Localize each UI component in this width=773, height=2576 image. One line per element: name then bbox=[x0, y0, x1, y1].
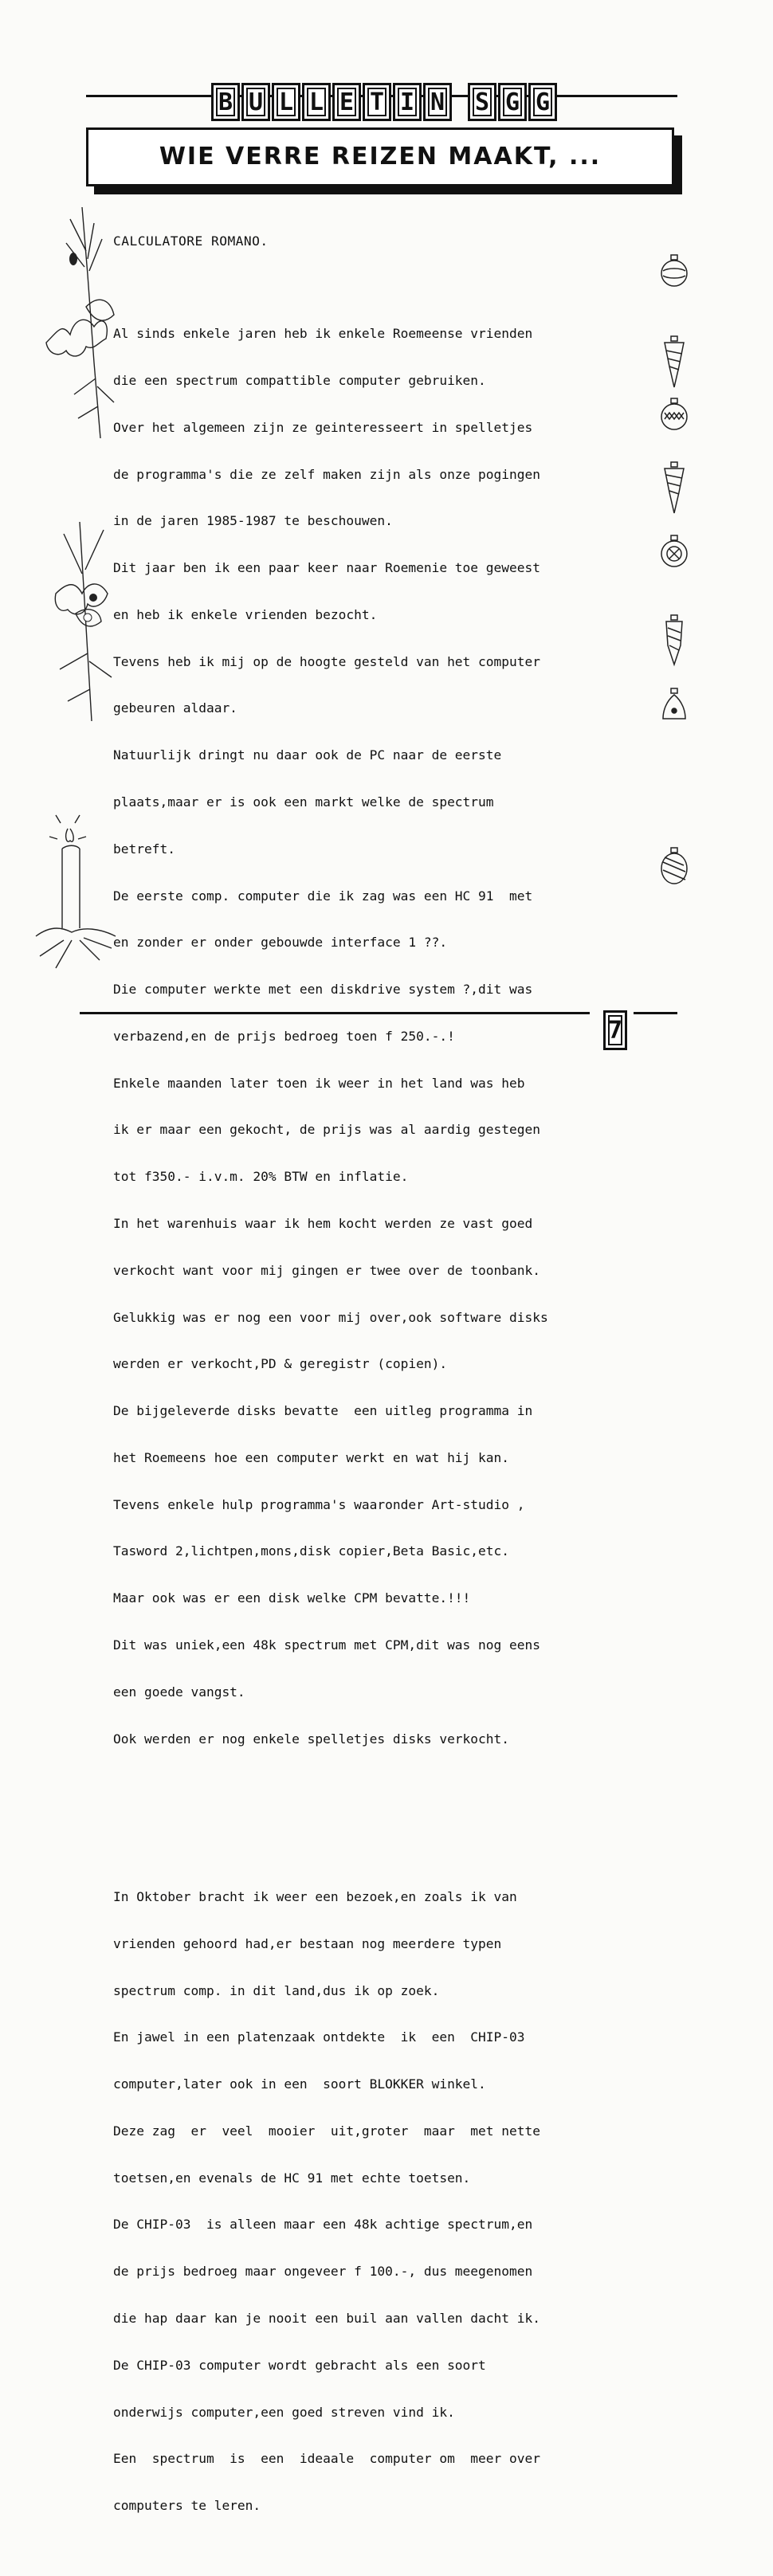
article-line: werden er verkocht,PD & geregistr (copien). bbox=[113, 1356, 448, 1372]
bauble-icon bbox=[660, 534, 689, 569]
holly-branch-icon bbox=[38, 203, 114, 442]
article-line: Deze zag er veel mooier uit,groter maar met nette bbox=[113, 2123, 541, 2139]
icicle-ornament-icon bbox=[660, 461, 689, 516]
article-line: Tevens enkele hulp programma's waaronder Art-studio , bbox=[113, 1496, 525, 1512]
article-line: En jawel in een platenzaak ontdekte ik een CHIP-03 bbox=[113, 2029, 525, 2045]
article-line: en heb ik enkele vrienden bezocht. bbox=[113, 606, 378, 622]
headline-box bbox=[86, 127, 674, 186]
page-number: 7 bbox=[603, 1010, 627, 1050]
article-line: betreft. bbox=[113, 841, 175, 857]
masthead-letter: G bbox=[498, 83, 527, 121]
article-line: De eerste comp. computer die ik zag was een HC 91 met bbox=[113, 888, 533, 904]
article-line: die een spectrum compattible computer gebruiken. bbox=[113, 372, 486, 388]
article-line: Dit was uniek,een 48k spectrum met CPM,dit was nog eens bbox=[113, 1637, 541, 1653]
masthead bbox=[211, 83, 557, 124]
masthead-letter: L bbox=[302, 83, 331, 121]
article-subtitle: CALCULATORE ROMANO. bbox=[113, 233, 269, 249]
masthead-letter: G bbox=[528, 83, 557, 121]
article-block-1 bbox=[113, 295, 655, 1778]
article-line: onderwijs computer,een goed streven vind ik. bbox=[113, 2404, 455, 2420]
article-line: Gelukkig was er nog een voor mij over,ook software disks bbox=[113, 1309, 548, 1325]
article-line: De bijgeleverde disks bevatte een uitleg programma in bbox=[113, 1403, 533, 1419]
article-line: Natuurlijk dringt nu daar ook de PC naar de eerste bbox=[113, 747, 502, 763]
masthead-letter: T bbox=[363, 83, 391, 121]
article-line: en zonder er onder gebouwde interface 1 ??. bbox=[113, 935, 448, 951]
bottom-rule bbox=[80, 1012, 590, 1014]
holly-branch-icon bbox=[44, 518, 116, 725]
article-line: spectrum comp. in dit land,dus ik op zoek. bbox=[113, 1982, 440, 1998]
article-line: Al sinds enkele jaren heb ik enkele Roemeense vrienden bbox=[113, 326, 533, 342]
article-line: Tevens heb ik mij op de hoogte gesteld van het computer bbox=[113, 653, 541, 669]
article-line: ik er maar een gekocht, de prijs was al aardig gestegen bbox=[113, 1122, 541, 1138]
masthead-letter: L bbox=[272, 83, 300, 121]
masthead-word-sgg bbox=[468, 83, 557, 124]
icicle-ornament-icon bbox=[660, 335, 689, 390]
article-line: Tasword 2,lichtpen,mons,disk copier,Beta Basic,etc. bbox=[113, 1543, 510, 1559]
article-line: plaats,maar er is ook een markt welke de spectrum bbox=[113, 794, 494, 810]
article-line: het Roemeens hoe een computer werkt en wat hij kan. bbox=[113, 1449, 510, 1465]
article-line: die hap daar kan je nooit een buil aan vallen dacht ik. bbox=[113, 2310, 541, 2326]
article-line: Dit jaar ben ik een paar keer naar Roemenie toe geweest bbox=[113, 560, 541, 576]
article-line: Een spectrum is een ideaale computer om meer over bbox=[113, 2451, 541, 2467]
article-line: De CHIP-03 is alleen maar een 48k achtige spectrum,en bbox=[113, 2217, 533, 2233]
candle-icon bbox=[32, 809, 120, 976]
masthead-letter: E bbox=[332, 83, 361, 121]
bauble-icon bbox=[660, 846, 689, 886]
article-line: verkocht want voor mij gingen er twee over de toonbank. bbox=[113, 1262, 541, 1278]
article-line: tot f350.- i.v.m. 20% BTW en inflatie. bbox=[113, 1169, 409, 1185]
article-line: een goede vangst. bbox=[113, 1684, 245, 1700]
article-line: in de jaren 1985-1987 te beschouwen. bbox=[113, 513, 393, 529]
article-line: Ook werden er nog enkele spelletjes disks verkocht. bbox=[113, 1731, 510, 1747]
article-line: De CHIP-03 computer wordt gebracht als een soort bbox=[113, 2357, 486, 2373]
icicle-ornament-icon bbox=[660, 614, 689, 669]
masthead-letter: U bbox=[241, 83, 270, 121]
masthead-letter: I bbox=[393, 83, 422, 121]
masthead-letter: S bbox=[468, 83, 496, 121]
article-block-2 bbox=[113, 1858, 655, 2545]
article-line: computer,later ook in een soort BLOKKER winkel. bbox=[113, 2076, 486, 2092]
article-line: verbazend,en de prijs bedroeg toen f 250.-.! bbox=[113, 1028, 455, 1044]
article-line: vrienden gehoord had,er bestaan nog meerdere typen bbox=[113, 1935, 502, 1951]
article bbox=[113, 202, 655, 2576]
bottom-rule-right bbox=[634, 1012, 677, 1014]
masthead-letter: N bbox=[423, 83, 452, 121]
bell-ornament-icon bbox=[660, 687, 689, 727]
article-line: In Oktober bracht ik weer een bezoek,en zoals ik van bbox=[113, 1888, 517, 1904]
article-line: computers te leren. bbox=[113, 2498, 261, 2514]
bauble-icon bbox=[660, 397, 689, 432]
article-line: In het warenhuis waar ik hem kocht werden ze vast goed bbox=[113, 1216, 533, 1231]
article-line: de programma's die ze zelf maken zijn als onze pogingen bbox=[113, 466, 541, 482]
article-line: de prijs bedroeg maar ongeveer f 100.-, dus meegenomen bbox=[113, 2264, 533, 2280]
headline: WIE VERRE REIZEN MAAKT, ... bbox=[159, 143, 602, 171]
masthead-word-bulletin bbox=[211, 83, 452, 124]
bauble-icon bbox=[660, 253, 689, 288]
article-line: Die computer werkte met een diskdrive system ?,dit was bbox=[113, 982, 533, 998]
article-line: Enkele maanden later toen ik weer in het land was heb bbox=[113, 1075, 525, 1091]
article-line: Maar ook was er een disk welke CPM bevatte.!!! bbox=[113, 1590, 471, 1606]
masthead-letter: B bbox=[211, 83, 240, 121]
article-line: gebeuren aldaar. bbox=[113, 700, 237, 716]
article-line: Over het algemeen zijn ze geinteresseert in spelletjes bbox=[113, 419, 533, 435]
article-line: toetsen,en evenals de HC 91 met echte toetsen. bbox=[113, 2170, 471, 2186]
